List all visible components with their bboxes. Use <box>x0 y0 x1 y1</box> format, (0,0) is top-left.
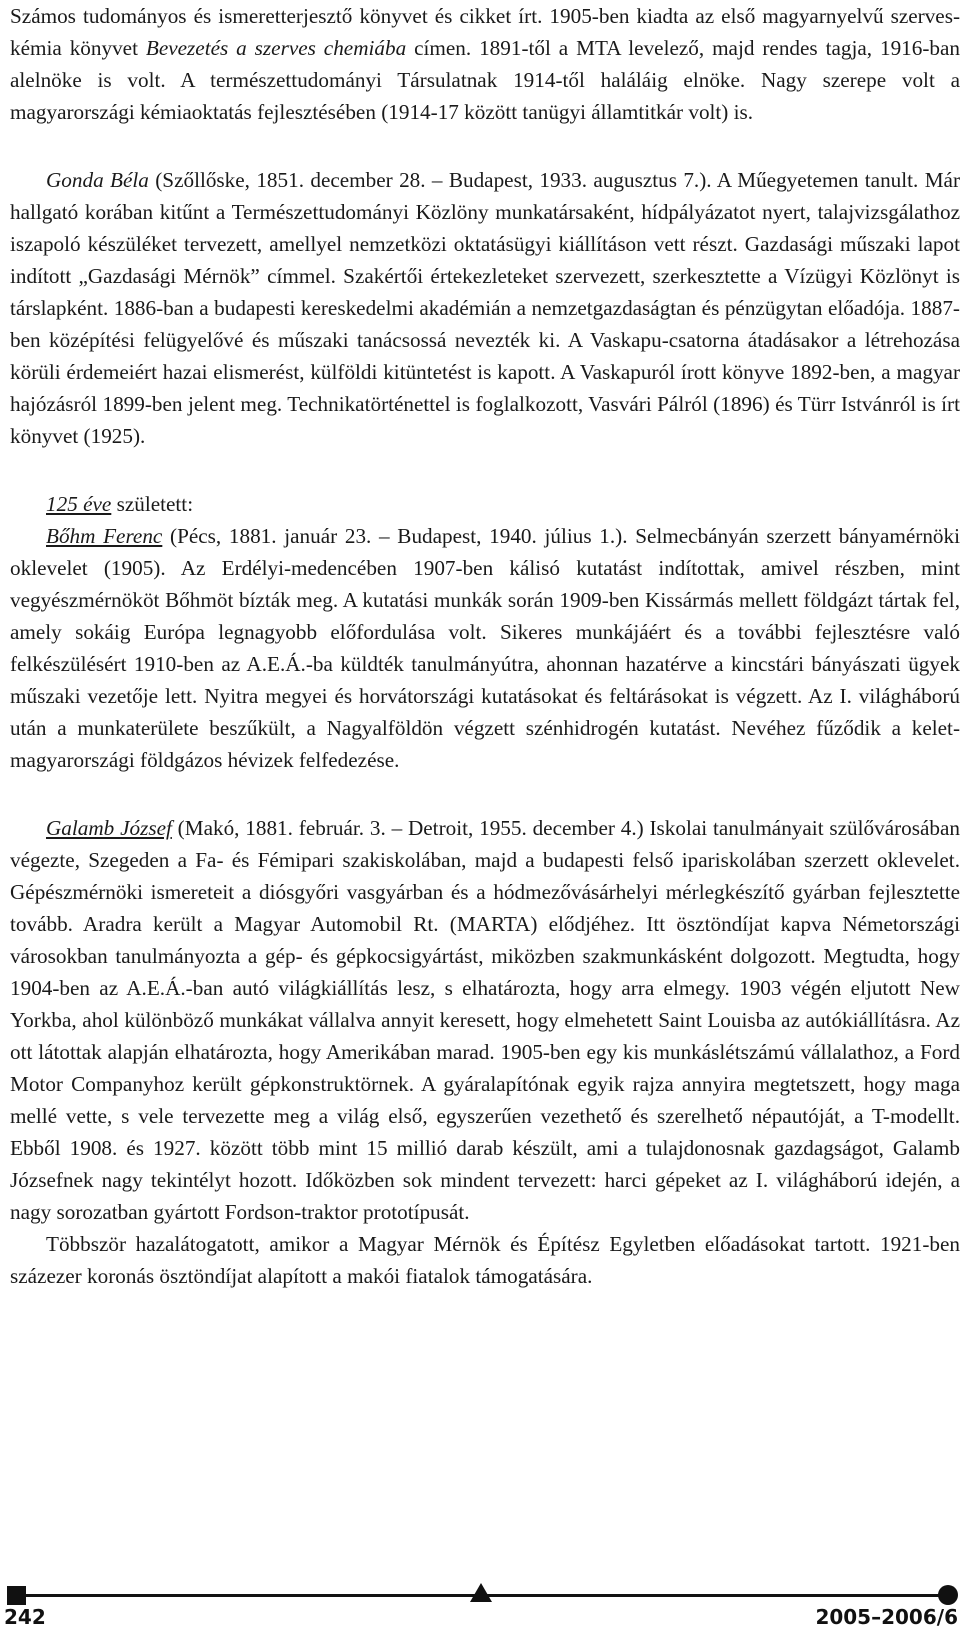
issue-label: 2005–2006/6 <box>815 1605 958 1629</box>
spacer <box>10 128 960 164</box>
section-heading <box>10 488 960 520</box>
page-footer <box>4 1583 958 1627</box>
person-name: Bőhm Ferenc <box>46 524 163 548</box>
person-name: Galamb József <box>46 816 172 840</box>
paragraph-text: Számos tudományos és ismeretterjesztő könyvet és cikket írt. 1905-ben kiadta az első magyarnyelvű szerves-kémia könyvet <box>10 4 960 60</box>
heading-italic: 125 éve <box>46 492 112 516</box>
paragraph-gonda <box>10 164 960 452</box>
paragraph-text: (Makó, 1881. február. 3. – Detroit, 1955. december 4.) Iskolai tanulmányait szülővárosában végezte, Szegeden a Fa- és Fémipari szakiskolában, majd a budapesti felső ipariskolában szerzett oklevelet. Gépészmérnöki ismereteit a diósgyőri vasgyárban és a hódmezővásárhelyi mérlegkészítő gyárban fejlesztette tovább. Aradra került a Magyar Automobil Rt. (MARTA) elődjéhez. Itt ösztöndíjat kapva Németországi városokban tanulmányozta a gép- és gépkocsigyártást, miközben szakmunkásként dolgozott. Megtudta, hogy 1904-ben az A.E.Á.-ban autó világkiállítás lesz, s elhatározta, hogy arra elmegy. 1903 végén eljutott New Yorkba, ahol különböző munkákat vállalva annyit keresett, hogy elmehetett Saint Louisba az autókiállításra. Az ott látottak alapján elhatározta, hogy Amerikában marad. 1905-ben egy kis munkáslétszámú vállalathoz, a Ford Motor Companyhoz került gépkonstruktörnek. A gyáralapítónak egyik rajza annyira megtetszett, hogy maga mellé vette, s vele tervezette meg a világ első, egyszerűen vezethető és szerelhető népautóját, a T-modellt. Ebből 1908. és 1927. között több mint 15 millió darab készült, ami a tulajdonosnak gazdagságot, Galamb Józsefnek nagy tekintélyt hozott. Időközben sok mindent tervezett: harci gépeket az I. világháború idején, a nagy sorozatban gyártott Fordson-traktor prototípusát. <box>10 816 960 1224</box>
page-number: 242 <box>4 1605 46 1629</box>
circle-icon <box>938 1585 958 1605</box>
triangle-icon <box>470 1583 492 1602</box>
paragraph-bohm <box>10 520 960 776</box>
paragraph-text: (Szőllőske, 1851. december 28. – Budapest, 1933. augusztus 7.). A Műegyetemen tanult. Már hallgató korában kitűnt a Természettudományi Közlöny munkatársaként, hídpályázatot nyert, talajvizsgálathoz iszapoló készüléket tervezett, amellyel nemzetközi oktatásügyi kiállításon vett részt. Gazdasági műszaki lapot indított „Gazdasági Mérnök” címmel. Szakértői értekezleteket szervezett, szerkesztette a Vízügyi Közlönyt is társlapként. 1886-ban a budapesti kereskedelmi akadémián a nemzetgazdaságtan és pénzügytan előadója. 1887-ben középítési felügyelővé és műszaki tanácsossá nevezték ki. A Vaskapu-csatorna átadásakor a létrehozása körüli érdemeiért hazai elismerést, külföldi kitüntetést is kapott. A Vaskapuról írott könyve 1892-ben, a magyar hajózásról 1899-ben jelent meg. Technikatörténettel is foglalkozott, Vasvári Pálról (1896) és Türr Istvánról is írt könyvet (1925). <box>10 168 960 448</box>
paragraph-text: (Pécs, 1881. január 23. – Budapest, 1940. július 1.). Selmecbányán szerzett bányamérnöki oklevelet (1905). Az Erdélyi-medencében 1907-ben kálisó kutatást indítottak, amivel részben, mint vegyészmérnököt Bőhmöt bízták meg. A kutatási munkák során 1909-ben Kissármás mellett földgázt tártak fel, amely sokáig Európa legnagyobb előfordulása volt. Sikeres munkájáért és a további fejlesztésre való felkészülésért 1910-ben az A.E.Á.-ba küldték tanulmányútra, ahonnan hazatérve a kincstári bányászati ügyek műszaki vezetője lett. Nyitra megyei és horvátországi kutatásokat és feltárásokat is végzett. Az I. világháború után a munkaterülete beszűkült, a Nagyalföldön végzett szénhidrogén kutatást. Nevéhez fűződik a kelet-magyarországi földgázos hévizek felfedezése. <box>10 524 960 772</box>
paragraph-text: címen. 1891-től a MTA levelező, majd rendes tagja, 1916-ban alelnöke is volt. A természettudományi Társulatnak 1914-től haláláig elnöke. Nagy szerepe volt a magyarországi kémiaoktatás fejlesztésében (1914-17 között tanügyi államtitkár volt) is. <box>10 36 960 124</box>
paragraph-galamb <box>10 812 960 1228</box>
paragraph-intro <box>10 0 960 128</box>
spacer <box>10 452 960 488</box>
heading-text: született: <box>111 492 194 516</box>
person-name: Gonda Béla <box>46 168 149 192</box>
article-body <box>10 0 960 1292</box>
paragraph-galamb-2: Többször hazalátogatott, amikor a Magyar Mérnök és Építész Egyletben előadásokat tartott. 1921-ben százezer koronás ösztöndíjat alapított a makói fiatalok támogatására. <box>10 1232 960 1288</box>
spacer <box>10 776 960 812</box>
square-icon <box>7 1586 26 1605</box>
book-title: Bevezetés a szerves chemiába <box>145 36 407 60</box>
